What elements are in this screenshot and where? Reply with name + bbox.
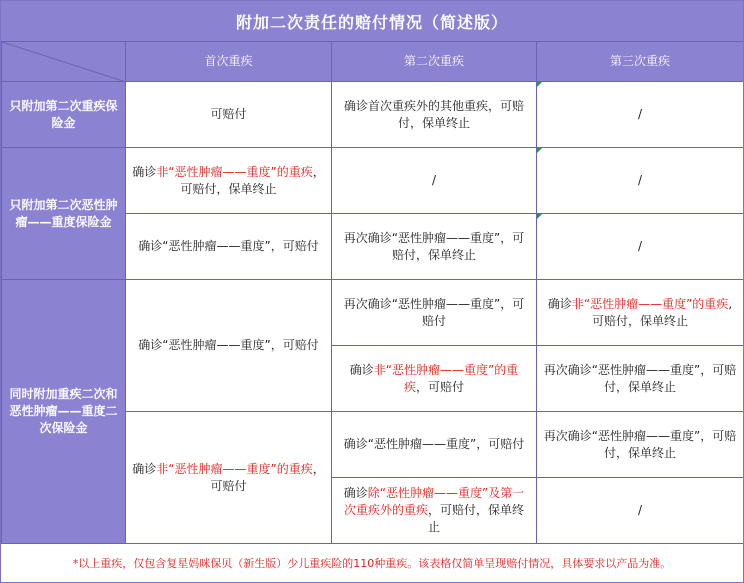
table-cell: 再次确诊“恶性肿瘤——重度”，可赔付 [332, 280, 537, 346]
table-cell: / [537, 478, 744, 544]
row-group-both-second: 同时附加重疾二次和恶性肿瘤——重度二次保险金 [2, 280, 126, 544]
table-cell: 可赔付 [126, 82, 332, 148]
table-cell: 确诊“恶性肿瘤——重度”，可赔付 [126, 214, 332, 280]
diagonal-divider [2, 42, 126, 82]
column-header-third: 第三次重疾 [537, 42, 744, 82]
table-cell: / [537, 82, 744, 148]
table-cell: / [332, 148, 537, 214]
corner-cell [2, 42, 126, 82]
table-cell: 确诊首次重疾外的其他重疾，可赔付，保单终止 [332, 82, 537, 148]
table-cell: 确诊非“恶性肿瘤——重度”的重疾，可赔付，保单终止 [126, 148, 332, 214]
table-cell: 确诊除“恶性肿瘤——重度”及第一次重疾外的重疾，可赔付，保单终止 [332, 478, 537, 544]
table-cell: 确诊“恶性肿瘤——重度”，可赔付 [332, 412, 537, 478]
column-header-second: 第二次重疾 [332, 42, 537, 82]
table-cell: 再次确诊“恶性肿瘤——重度”，可赔付，保单终止 [332, 214, 537, 280]
table-cell: 再次确诊“恶性肿瘤——重度”，可赔付，保单终止 [537, 412, 744, 478]
table-title: 附加二次责任的赔付情况（简述版） [1, 1, 743, 41]
table-cell: 确诊“恶性肿瘤——重度”，可赔付 [126, 280, 332, 412]
row-group-critical-second: 只附加第二次重疾保险金 [2, 82, 126, 148]
footnote: *以上重疾，仅包含复星妈咪保贝（新生版）少儿重疾险的110种重疾。该表格仅简单呈现赔付情况，具体要求以产品为准。 [72, 556, 672, 570]
table-cell: 确诊非“恶性肿瘤——重度”的重疾，可赔付 [126, 412, 332, 544]
table-cell: 再次确诊“恶性肿瘤——重度”，可赔付，保单终止 [537, 346, 744, 412]
table-cell: / [537, 148, 744, 214]
table-cell: / [537, 214, 744, 280]
table-cell: 确诊非“恶性肿瘤——重度”的重疾,可赔付，保单终止 [537, 280, 744, 346]
column-header-first: 首次重疾 [126, 42, 332, 82]
claims-table [1, 41, 744, 544]
row-group-cancer-second: 只附加第二次恶性肿瘤——重度保险金 [2, 148, 126, 280]
table-cell: 确诊非“恶性肿瘤——重度”的重疾，可赔付 [332, 346, 537, 412]
